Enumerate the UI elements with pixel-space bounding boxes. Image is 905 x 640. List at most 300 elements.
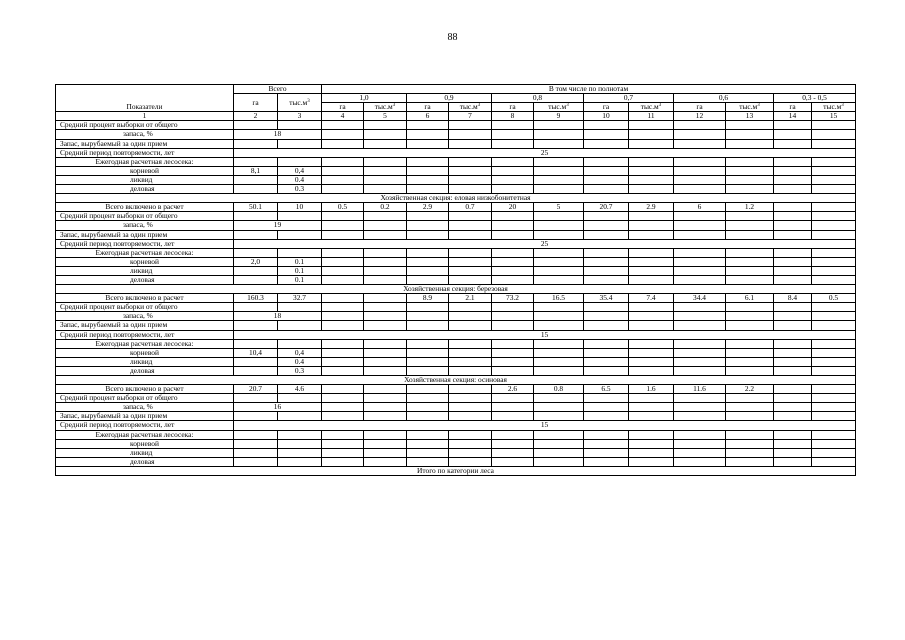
column-number: 5 (364, 112, 407, 121)
annual-row (56, 430, 856, 439)
table-cell (364, 221, 407, 230)
table-cell (407, 448, 449, 457)
table-cell (584, 175, 629, 184)
table-cell (492, 312, 534, 321)
table-cell (449, 175, 492, 184)
avg-period-row (56, 239, 856, 248)
table-cell (584, 121, 629, 130)
table-cell (534, 448, 584, 457)
avg-pct-row (56, 394, 856, 403)
value-cell: 1.2 (726, 203, 774, 212)
table-cell (726, 394, 774, 403)
table-cell (322, 139, 364, 148)
row-label: Средний процент выборки от общего (56, 303, 234, 312)
table-cell (774, 430, 812, 439)
empty-cell (234, 185, 278, 194)
table-cell (407, 166, 449, 175)
table-cell (629, 312, 674, 321)
row-label: Всего включено в расчет (56, 203, 234, 212)
unit-m3-text: тыс.м (739, 102, 758, 112)
table-cell (407, 321, 449, 330)
root-ha (234, 439, 278, 448)
table-cell (407, 303, 449, 312)
table-cell (774, 339, 812, 348)
table-cell (584, 157, 629, 166)
table-cell (449, 221, 492, 230)
table-cell (629, 185, 674, 194)
table-cell (364, 157, 407, 166)
value-cell: 0.8 (534, 385, 584, 394)
table-cell (674, 139, 726, 148)
table-cell (322, 430, 364, 439)
table-cell (322, 212, 364, 221)
table-cell (674, 339, 726, 348)
table-cell (812, 266, 856, 275)
table-cell (584, 448, 629, 457)
table-cell (322, 321, 364, 330)
table-cell (584, 430, 629, 439)
table-cell (629, 230, 674, 239)
row-label: запаса, % (56, 130, 234, 139)
row-label: Средний процент выборки от общего (56, 121, 234, 130)
row-label: Запас, вырубаемый за один прием (56, 321, 234, 330)
table-cell (449, 394, 492, 403)
table-cell (674, 175, 726, 184)
table-cell (674, 412, 726, 421)
table-cell (407, 139, 449, 148)
avg-period-value: 15 (234, 421, 856, 430)
value-cell: 2.6 (492, 385, 534, 394)
table-cell (584, 321, 629, 330)
table-cell (449, 139, 492, 148)
table-cell (726, 230, 774, 239)
unit-ha: га (492, 103, 534, 112)
row-label: деловая (56, 275, 234, 284)
unit-m3-text: тыс.м (374, 102, 393, 112)
section-title: Хозяйственная секция: осиновая (56, 376, 856, 385)
table-cell (492, 357, 534, 366)
liquid-row (56, 175, 856, 184)
table-cell (407, 366, 449, 375)
table-cell (364, 275, 407, 284)
table-cell (322, 303, 364, 312)
header-total-m3: $тыс.м^3$ (278, 94, 322, 112)
table-cell (812, 339, 856, 348)
table-cell (449, 185, 492, 194)
table-cell (492, 430, 534, 439)
table-cell (534, 166, 584, 175)
table-cell (774, 321, 812, 330)
table-cell (322, 439, 364, 448)
root-row (56, 257, 856, 266)
table-cell (364, 257, 407, 266)
table-cell (629, 348, 674, 357)
table-cell (449, 439, 492, 448)
value-cell: 2.2 (726, 385, 774, 394)
table-cell (584, 230, 629, 239)
table-cell (449, 130, 492, 139)
table-cell (629, 457, 674, 466)
row-label: корневой (56, 348, 234, 357)
table-cell (407, 266, 449, 275)
total-in-calc-row (56, 385, 856, 394)
table-cell (278, 430, 322, 439)
table-cell (774, 257, 812, 266)
unit-m3 (812, 103, 856, 112)
column-number: 11 (629, 112, 674, 121)
table-cell (364, 166, 407, 175)
footer-row (56, 466, 856, 475)
table-cell (726, 366, 774, 375)
table-cell (364, 175, 407, 184)
table-cell (278, 339, 322, 348)
avg-period-row (56, 421, 856, 430)
table-cell (492, 257, 534, 266)
table-cell (534, 175, 584, 184)
column-number: 7 (449, 112, 492, 121)
table-cell (629, 157, 674, 166)
table-cell (449, 339, 492, 348)
table-cell (629, 366, 674, 375)
table-cell (584, 366, 629, 375)
table-cell (774, 121, 812, 130)
table-cell (812, 394, 856, 403)
row-label: запаса, % (56, 221, 234, 230)
table-cell (449, 230, 492, 239)
value-cell (364, 385, 407, 394)
empty-cell (234, 266, 278, 275)
value-cell: 8.9 (407, 294, 449, 303)
table-cell (812, 439, 856, 448)
table-cell (407, 121, 449, 130)
value-cell: 20 (492, 203, 534, 212)
table-cell (364, 430, 407, 439)
table-cell (726, 339, 774, 348)
unit-m3-sup: 3 (392, 103, 396, 109)
table-cell (629, 339, 674, 348)
table-cell (774, 366, 812, 375)
unit-m3 (364, 103, 407, 112)
table-cell (774, 403, 812, 412)
value-cell: 6.5 (584, 385, 629, 394)
table-cell (629, 166, 674, 175)
header-density-1: 1,0 (322, 94, 407, 103)
table-cell (534, 275, 584, 284)
liquid-row (56, 357, 856, 366)
value-cell (812, 203, 856, 212)
table-cell (726, 212, 774, 221)
header-density-5: 0,6 (674, 94, 774, 103)
table-cell (364, 266, 407, 275)
table-cell (234, 430, 278, 439)
row-label: Средний процент выборки от общего (56, 394, 234, 403)
row-label: запаса, % (56, 403, 234, 412)
table-cell (322, 403, 364, 412)
table-cell (278, 230, 322, 239)
stock-once-row (56, 412, 856, 421)
value-cell: 7.4 (629, 294, 674, 303)
row-label: Средний период повторяемости, лет (56, 239, 234, 248)
table-cell (674, 366, 726, 375)
table-cell (584, 130, 629, 139)
avg-pct-row-2 (56, 312, 856, 321)
row-label: деловая (56, 457, 234, 466)
empty-cell (234, 212, 278, 221)
table-cell (629, 439, 674, 448)
liquid-m3 (278, 448, 322, 457)
table-cell (812, 457, 856, 466)
avg-pct-row (56, 212, 856, 221)
table-cell (726, 166, 774, 175)
header-indicators: Показатели (56, 85, 234, 112)
table-cell (322, 157, 364, 166)
table-cell (407, 175, 449, 184)
avg-pct-row (56, 121, 856, 130)
table-cell (407, 403, 449, 412)
table-cell (364, 457, 407, 466)
table-cell (726, 312, 774, 321)
table-cell (534, 139, 584, 148)
table-cell (774, 439, 812, 448)
table-cell (534, 121, 584, 130)
table-cell (674, 403, 726, 412)
table-cell (629, 212, 674, 221)
table-cell (726, 121, 774, 130)
avg-pct-row-2 (56, 130, 856, 139)
table-cell (584, 339, 629, 348)
table-cell (449, 312, 492, 321)
table-cell (407, 257, 449, 266)
value-cell (322, 385, 364, 394)
table-cell (492, 457, 534, 466)
table-cell (322, 221, 364, 230)
table-cell (322, 248, 364, 257)
table-cell (726, 448, 774, 457)
table-cell (674, 312, 726, 321)
table-cell (278, 157, 322, 166)
commercial-row (56, 366, 856, 375)
column-number: 6 (407, 112, 449, 121)
table-cell (407, 439, 449, 448)
row-label: корневой (56, 257, 234, 266)
table-cell (492, 366, 534, 375)
table-cell (629, 430, 674, 439)
row-label: Всего включено в расчет (56, 294, 234, 303)
table-cell (534, 412, 584, 421)
table-cell (364, 339, 407, 348)
row-label: деловая (56, 366, 234, 375)
column-number: 1 (56, 112, 234, 121)
table-cell (534, 321, 584, 330)
column-number: 15 (812, 112, 856, 121)
header-density-2: 0,9 (407, 94, 492, 103)
table-cell (234, 230, 278, 239)
table-cell (726, 348, 774, 357)
table-cell (449, 457, 492, 466)
value-cell: 20.7 (234, 385, 278, 394)
row-label: Средний период повторяемости, лет (56, 421, 234, 430)
unit-m3-text: тыс.м (548, 102, 567, 112)
table-cell (584, 348, 629, 357)
table-cell (726, 185, 774, 194)
table-cell (726, 439, 774, 448)
table-cell (629, 357, 674, 366)
value-cell: 2.9 (629, 203, 674, 212)
annual-row (56, 248, 856, 257)
root-ha: 8,1 (234, 166, 278, 175)
table-cell (629, 266, 674, 275)
table-cell (674, 457, 726, 466)
table-cell (534, 430, 584, 439)
unit-m3-text: тыс.м (459, 102, 478, 112)
table-cell (322, 312, 364, 321)
empty-cell (234, 275, 278, 284)
row-label: Запас, вырубаемый за один прием (56, 412, 234, 421)
table-cell (774, 348, 812, 357)
liquid-row (56, 266, 856, 275)
row-label: Ежегодная расчетная лесосека: (56, 248, 234, 257)
table-cell (278, 412, 322, 421)
value-cell: 11.6 (674, 385, 726, 394)
table-cell (534, 303, 584, 312)
value-cell (812, 385, 856, 394)
table-cell (812, 175, 856, 184)
table-cell (812, 139, 856, 148)
table-cell (492, 212, 534, 221)
page-number: 88 (447, 32, 458, 43)
row-label: Запас, вырубаемый за один прием (56, 230, 234, 239)
unit-m3-text: тыс.м (823, 102, 842, 112)
table-cell (449, 275, 492, 284)
table-cell (407, 157, 449, 166)
table-cell (584, 212, 629, 221)
table-cell (492, 266, 534, 275)
table-cell (584, 257, 629, 266)
commercial-row (56, 185, 856, 194)
table-cell (726, 175, 774, 184)
table-cell (674, 266, 726, 275)
table-cell (534, 185, 584, 194)
table-cell (812, 366, 856, 375)
total-in-calc-row (56, 203, 856, 212)
value-cell: 5 (534, 203, 584, 212)
table-cell (322, 266, 364, 275)
avg-pct-value: 19 (234, 221, 322, 230)
table-cell (674, 348, 726, 357)
avg-period-row (56, 330, 856, 339)
table-cell (584, 439, 629, 448)
table-cell (726, 357, 774, 366)
table-cell (674, 121, 726, 130)
table-cell (812, 230, 856, 239)
table-cell (674, 303, 726, 312)
value-cell: 34.4 (674, 294, 726, 303)
table-cell (322, 412, 364, 421)
table-cell (674, 394, 726, 403)
table-cell (407, 212, 449, 221)
table-cell (774, 130, 812, 139)
table-cell (492, 221, 534, 230)
table-cell (492, 303, 534, 312)
empty-cell (234, 394, 278, 403)
table-cell (674, 212, 726, 221)
table-cell (492, 185, 534, 194)
table-cell (812, 212, 856, 221)
table-cell (364, 321, 407, 330)
value-cell: 35.4 (584, 294, 629, 303)
table-cell (449, 321, 492, 330)
table-cell (449, 448, 492, 457)
value-cell: 0.5 (322, 203, 364, 212)
value-cell: 32.7 (278, 294, 322, 303)
table-cell (407, 185, 449, 194)
liquid-m3: 0.4 (278, 175, 322, 184)
value-cell (774, 385, 812, 394)
table-cell (364, 439, 407, 448)
table-cell (674, 248, 726, 257)
table-cell (674, 439, 726, 448)
table-cell (812, 348, 856, 357)
table-cell (449, 121, 492, 130)
root-ha: 10,4 (234, 348, 278, 357)
unit-m3-sup: 3 (477, 103, 481, 109)
row-label: ликвид (56, 448, 234, 457)
table-cell (534, 212, 584, 221)
table-cell (364, 303, 407, 312)
table-cell (407, 394, 449, 403)
table-cell (407, 430, 449, 439)
table-cell (774, 248, 812, 257)
table-cell (584, 221, 629, 230)
table-cell (629, 130, 674, 139)
unit-ha: га (407, 103, 449, 112)
table-cell (812, 403, 856, 412)
table-cell (629, 321, 674, 330)
table-cell (674, 221, 726, 230)
header-density-3: 0,8 (492, 94, 584, 103)
table-cell (726, 130, 774, 139)
table-cell (492, 339, 534, 348)
table-cell (629, 275, 674, 284)
table-cell (492, 230, 534, 239)
table-cell (726, 403, 774, 412)
value-cell (322, 294, 364, 303)
table-cell (629, 221, 674, 230)
table-cell (812, 275, 856, 284)
table-cell (774, 303, 812, 312)
table-cell (534, 257, 584, 266)
table-cell (534, 457, 584, 466)
table-cell (812, 303, 856, 312)
table-cell (407, 412, 449, 421)
unit-ha: га (674, 103, 726, 112)
value-cell: 50.1 (234, 203, 278, 212)
table-cell (674, 448, 726, 457)
table-cell (234, 321, 278, 330)
table-cell (534, 357, 584, 366)
stock-once-row (56, 230, 856, 239)
table-cell (449, 157, 492, 166)
row-label: Средний процент выборки от общего (56, 212, 234, 221)
commercial-row (56, 457, 856, 466)
table-cell (449, 348, 492, 357)
table-cell (629, 412, 674, 421)
table-cell (364, 412, 407, 421)
table-cell (322, 339, 364, 348)
header-total: Всего (234, 85, 322, 94)
row-label: Средний период повторяемости, лет (56, 148, 234, 157)
table-cell (726, 412, 774, 421)
